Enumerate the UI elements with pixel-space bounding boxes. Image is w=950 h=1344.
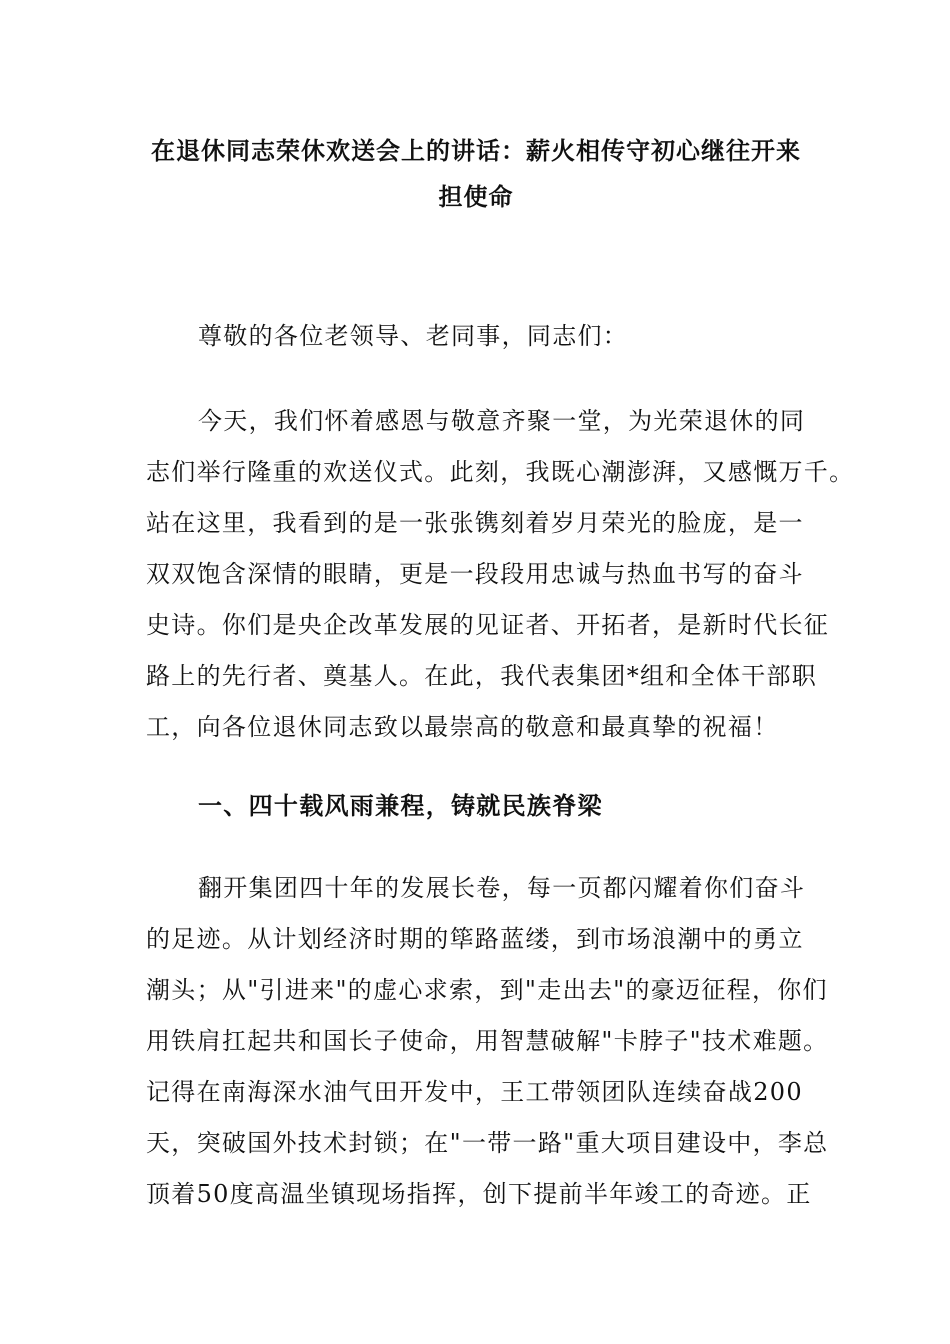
paragraph-line: 双双饱含深情的眼睛，更是一段段用忠诚与热血书写的奋斗 (146, 560, 804, 588)
paragraph-line: 工，向各位退休同志致以最崇高的敬意和最真挚的祝福！ (146, 713, 779, 741)
paragraph-line: 今天，我们怀着感恩与敬意齐聚一堂，为光荣退休的同 (198, 407, 806, 435)
section-paragraph (146, 863, 829, 1220)
paragraph-line: 记得在南海深水油气田开发中，王工带领团队连续奋战200 (146, 1078, 803, 1106)
paragraph-line: 用铁肩扛起共和国长子使命，用智慧破解"卡脖子"技术难题。 (146, 1027, 829, 1055)
title-line: 担使命 (438, 182, 514, 211)
title-line: 在退休同志荣休欢送会上的讲话：薪火相传守初心继往开来 (151, 136, 801, 165)
paragraph-line: 史诗。你们是央企改革发展的见证者、开拓者，是新时代长征 (146, 611, 830, 639)
paragraph-line: 顶着50度高温坐镇现场指挥，创下提前半年竣工的奇迹。正 (146, 1180, 812, 1208)
paragraph-line: 志们举行隆重的欢送仪式。此刻，我既心潮澎湃，又感慨万千。 (146, 458, 855, 486)
paragraph-line: 站在这里，我看到的是一张张镌刻着岁月荣光的脸庞，是一 (146, 509, 804, 537)
paragraph-line: 的足迹。从计划经济时期的筚路蓝缕，到市场浪潮中的勇立 (146, 925, 804, 953)
section-heading: 一、四十载风雨兼程，铸就民族脊梁 (198, 791, 603, 820)
section-heading-paragraph (146, 780, 816, 831)
paragraph-line: 天，突破国外技术封锁；在"一带一路"重大项目建设中，李总 (146, 1129, 829, 1157)
salutation-paragraph (146, 311, 816, 362)
document-title (146, 128, 806, 220)
salutation: 尊敬的各位老领导、老同事，同志们： (198, 322, 629, 350)
paragraph-line: 潮头；从"引进来"的虚心求索，到"走出去"的豪迈征程，你们 (146, 976, 828, 1004)
paragraph-line: 路上的先行者、奠基人。在此，我代表集团*组和全体干部职 (146, 662, 818, 690)
paragraph-line: 翻开集团四十年的发展长卷，每一页都闪耀着你们奋斗 (198, 874, 806, 902)
intro-paragraph (146, 396, 855, 753)
